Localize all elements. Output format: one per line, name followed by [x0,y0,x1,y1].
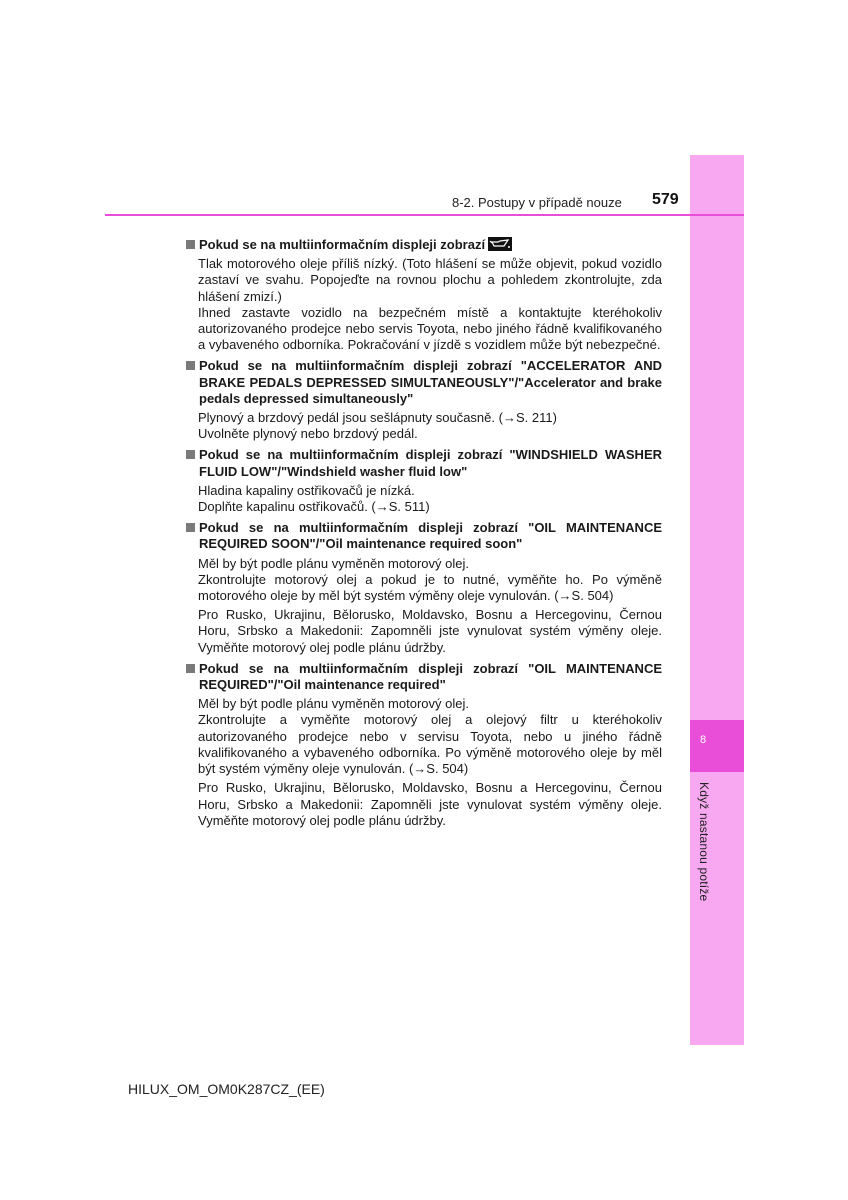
warning-item [184,358,662,442]
page-content [184,237,662,834]
item-heading: Pokud se na multiinformačním displeji zobrazí "OIL MAINTENANCE REQUIRED"/"Oil maintenance required" [199,660,662,693]
section-title: 8-2. Postupy v případě nouze [452,195,622,210]
item-heading: Pokud se na multiinformačním displeji zobrazí "WINDSHIELD WASHER FLUID LOW"/"Windshield washer fluid low" [199,447,662,479]
item-paragraph: Doplňte kapalinu ostřikovačů. (→S. 511) [198,499,430,515]
warning-item [184,661,662,829]
item-paragraph: Zkontrolujte motorový olej a pokud je to nutné, vyměňte ho. Po výměně motorového oleje by měl být systém výměny oleje vynulován. (→S. 504) [198,571,662,604]
chapter-title: Když nastanou potíže [697,782,711,902]
square-bullet-icon [186,450,195,459]
warning-item [184,520,662,656]
item-paragraph: Měl by být podle plánu vyměněn motorový olej. [198,555,469,571]
document-code: HILUX_OM_OM0K287CZ_(EE) [128,1081,325,1097]
item-paragraph: Tlak motorového oleje příliš nízký. (Toto hlášení se může objevit, pokud vozidlo zastaví ve svahu. Popojeďte na rovnou plochu a pohledem zkontrolujte, zda hlášení zmizí.) [198,256,662,304]
item-paragraph: Uvolněte plynový nebo brzdový pedál. [198,426,418,442]
warning-item [184,447,662,515]
item-heading: Pokud se na multiinformačním displeji zobrazí [199,237,662,253]
square-bullet-icon [186,361,195,370]
item-paragraph: Pro Rusko, Ukrajinu, Bělorusko, Moldavsko, Bosnu a Hercegovinu, Černou Horu, Srbsko a Makedonii: Zapomněli jste vynulovat systém výměny oleje. Vyměňte motorový olej podle plánu údržby. [198,607,662,655]
square-bullet-icon [186,664,195,673]
item-paragraph: Zkontrolujte a vyměňte motorový olej a olejový filtr u kteréhokoliv autorizovaného prodejce nebo v servisu Toyota, nebo u jiného řádně kvalifikovaného a vybaveného odborníka. Po výměně motorového oleje by měl být systém výměny oleje vynulován. (→S. 504) [198,712,662,777]
item-paragraph: Hladina kapaliny ostřikovačů je nízká. [198,482,415,498]
square-bullet-icon [186,523,195,532]
item-paragraph: Ihned zastavte vozidlo na bezpečném místě a kontaktujte kteréhokoliv autorizovaného prodejce nebo servis Toyota, nebo jiného řádně kvalifikovaného a vybaveného odborníka. Pokračování v jízdě s vozidlem může být nebezpečné. [198,304,662,353]
item-paragraph: Plynový a brzdový pedál jsou sešlápnuty současně. (→S. 211) [198,410,557,426]
square-bullet-icon [186,240,195,249]
item-heading: Pokud se na multiinformačním displeji zobrazí "ACCELERATOR AND BRAKE PEDALS DEPRESSED SIMULTANEOUSLY"/"Accelerator and brake pedals depressed simultaneously" [199,358,662,406]
chapter-side-tab [690,155,744,1045]
item-paragraph: Měl by být podle plánu vyměněn motorový olej. [198,696,469,712]
chapter-number: 8 [700,734,707,746]
header-rule [105,214,744,216]
page-number: 579 [652,191,679,208]
chapter-number-box [690,720,744,772]
oil-can-icon [488,237,512,251]
item-heading: Pokud se na multiinformačním displeji zobrazí "OIL MAINTENANCE REQUIRED SOON"/"Oil maintenance required soon" [199,520,662,552]
item-paragraph: Pro Rusko, Ukrajinu, Bělorusko, Moldavsko, Bosnu a Hercegovinu, Černou Horu, Srbsko a Makedonii: Zapomněli jste vynulovat systém výměny oleje. Vyměňte motorový olej podle plánu údržby. [198,780,662,828]
warning-item [184,237,662,353]
